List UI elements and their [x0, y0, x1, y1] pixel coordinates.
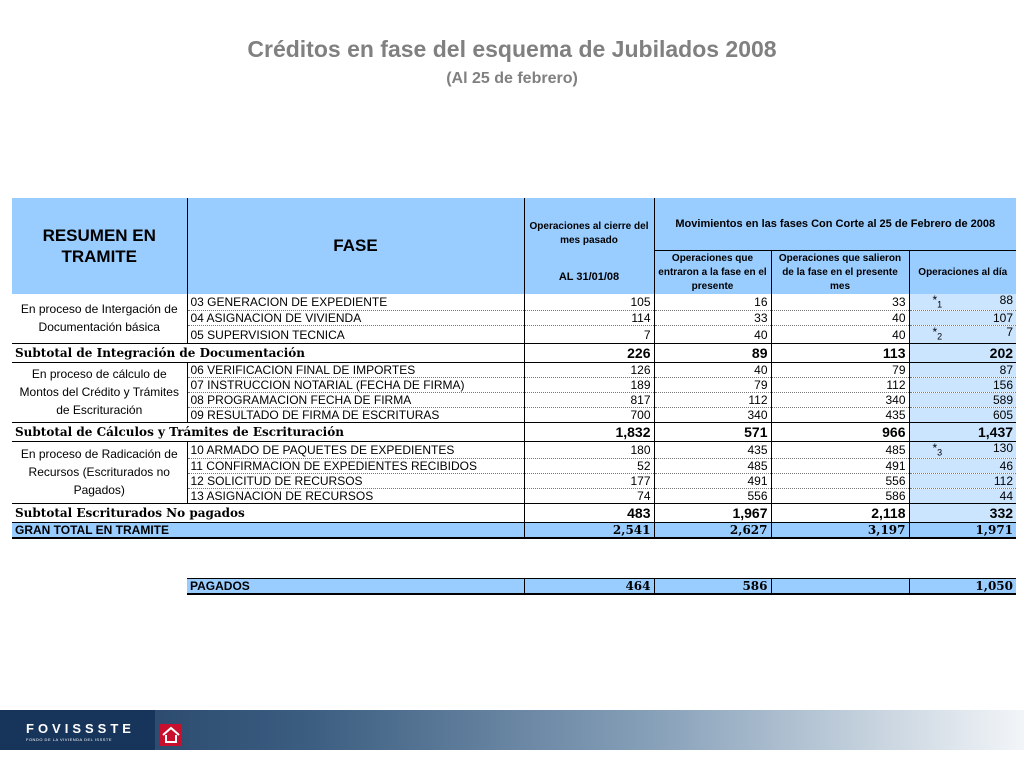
- ops-cierre-value: 126: [524, 362, 654, 377]
- grand-total-salieron: 3,197: [771, 523, 909, 539]
- subtotal-cierre: 226: [524, 343, 654, 362]
- subtotal-dia: 1,437: [909, 422, 1016, 441]
- grand-total-cierre: 2,541: [524, 523, 654, 539]
- subtotal-salieron: 113: [771, 343, 909, 362]
- dia-cell: [909, 489, 1016, 504]
- page-subtitle: (Al 25 de febrero): [446, 70, 578, 87]
- salieron-value: 33: [771, 294, 909, 311]
- fase-name: 11 CONFIRMACION DE EXPEDIENTES RECIBIDOS: [187, 459, 524, 474]
- fase-name: 08 PROGRAMACION FECHA DE FIRMA: [187, 392, 524, 407]
- dia-value: 156: [993, 377, 1014, 392]
- dia-value: 88: [999, 294, 1014, 307]
- entraron-value: 112: [654, 392, 771, 407]
- salieron-value: 79: [771, 362, 909, 377]
- dia-cell: [909, 362, 1016, 377]
- header-ops-cierre-date: AL 31/01/08: [558, 271, 620, 283]
- table-row: [12, 362, 1016, 377]
- pagados-dia: 1,050: [909, 579, 1016, 595]
- header-movimientos: Movimientos en las fases Con Corte al 25 de Febrero de 2008: [654, 198, 1016, 251]
- footer-bar: [0, 710, 1024, 750]
- subtotal-entraron: 571: [654, 422, 771, 441]
- header-resumen: RESUMEN EN TRAMITE: [12, 198, 187, 294]
- grand-total-entraron: 2,627: [654, 523, 771, 539]
- pagados-salieron: [771, 579, 909, 595]
- entraron-value: 16: [654, 294, 771, 311]
- header-fase: FASE: [187, 198, 524, 294]
- grand-total-dia: 1,971: [909, 523, 1016, 539]
- ops-cierre-value: 105: [524, 294, 654, 311]
- pagados-row: [187, 579, 1016, 595]
- ops-cierre-value: 180: [524, 441, 654, 458]
- subtotal-label: Subtotal Escriturados No pagados: [12, 504, 524, 523]
- dia-cell: [909, 294, 1016, 311]
- dia-value: 107: [993, 311, 1014, 326]
- ops-cierre-value: 817: [524, 392, 654, 407]
- group-label: En proceso de Intergación de Documentación básica: [12, 294, 187, 343]
- fase-name: 04 ASIGNACION DE VIVIENDA: [187, 311, 524, 326]
- dia-cell: [909, 459, 1016, 474]
- fase-name: 12 SOLICITUD DE RECURSOS: [187, 474, 524, 489]
- pagados-cierre: 464: [524, 579, 654, 595]
- group-label: En proceso de Radicación de Recursos (Escriturados no Pagados): [12, 441, 187, 503]
- fase-name: 06 VERIFICACION FINAL DE IMPORTES: [187, 362, 524, 377]
- salieron-value: 491: [771, 459, 909, 474]
- entraron-value: 556: [654, 489, 771, 504]
- ops-cierre-value: 700: [524, 407, 654, 422]
- dia-cell: [909, 407, 1016, 422]
- dia-cell: [909, 441, 1016, 458]
- ops-cierre-value: 114: [524, 311, 654, 326]
- fase-name: 05 SUPERVISION TECNICA: [187, 326, 524, 343]
- dia-value: 7: [1006, 325, 1014, 340]
- subtotal-salieron: 2,118: [771, 504, 909, 523]
- ops-cierre-value: 52: [524, 459, 654, 474]
- fase-name: 10 ARMADO DE PAQUETES DE EXPEDIENTES: [187, 441, 524, 458]
- fase-name: 09 RESULTADO DE FIRMA DE ESCRITURAS: [187, 407, 524, 422]
- subtotal-entraron: 89: [654, 343, 771, 362]
- entraron-value: 33: [654, 311, 771, 326]
- header-ops-cierre-label: Operaciones al cierre del mes pasado: [529, 221, 649, 246]
- footnote-mark-symbol: *: [932, 294, 938, 307]
- dia-cell: [909, 311, 1016, 326]
- header-ops-cierre: [524, 198, 654, 294]
- entraron-value: 485: [654, 459, 771, 474]
- subtotal-cierre: 1,832: [524, 422, 654, 441]
- ops-cierre-value: 177: [524, 474, 654, 489]
- dia-value: 44: [999, 489, 1014, 504]
- dia-value: 87: [999, 362, 1014, 377]
- footnote-mark: [933, 294, 943, 310]
- entraron-value: 340: [654, 407, 771, 422]
- group-label: En proceso de cálculo de Montos del Crédito y Trámites de Escrituración: [12, 362, 187, 422]
- subtotal-label: Subtotal de Integración de Documentación: [12, 343, 524, 362]
- dia-value: 112: [993, 474, 1014, 489]
- entraron-value: 40: [654, 362, 771, 377]
- summary-table: [12, 198, 1016, 539]
- subtotal-dia: 332: [909, 504, 1016, 523]
- subtotal-dia: 202: [909, 343, 1016, 362]
- header-salieron: Operaciones que salieron de la fase en el presente mes: [771, 251, 909, 295]
- entraron-value: 40: [654, 326, 771, 343]
- salieron-value: 40: [771, 311, 909, 326]
- salieron-value: 435: [771, 407, 909, 422]
- fase-name: 13 ASIGNACION DE RECURSOS: [187, 489, 524, 504]
- dia-cell: [909, 474, 1016, 489]
- footnote-mark: [933, 326, 943, 342]
- subtotal-row: [12, 504, 1016, 523]
- fase-name: 03 GENERACION DE EXPEDIENTE: [187, 294, 524, 311]
- footnote-mark-number: 2: [937, 331, 943, 342]
- salieron-value: 340: [771, 392, 909, 407]
- header-entraron: Operaciones que entraron a la fase en el presente: [654, 251, 771, 295]
- entraron-value: 491: [654, 474, 771, 489]
- subtotal-entraron: 1,967: [654, 504, 771, 523]
- page-title: Créditos en fase del esquema de Jubilados 2008: [247, 36, 777, 62]
- salieron-value: 556: [771, 474, 909, 489]
- subtotal-row: [12, 343, 1016, 362]
- footnote-mark: [933, 442, 943, 458]
- fase-name: 07 INSTRUCCION NOTARIAL (FECHA DE FIRMA): [187, 377, 524, 392]
- dia-value: 130: [993, 441, 1014, 455]
- grand-total-label: GRAN TOTAL EN TRAMITE: [12, 523, 524, 539]
- ops-cierre-value: 7: [524, 326, 654, 343]
- footnote-mark-symbol: *: [932, 441, 938, 455]
- salieron-value: 586: [771, 489, 909, 504]
- table-row: [12, 294, 1016, 311]
- salieron-value: 40: [771, 326, 909, 343]
- entraron-value: 435: [654, 441, 771, 458]
- footnote-mark-number: 3: [937, 447, 943, 458]
- dia-value: 46: [999, 459, 1014, 474]
- footnote-mark-symbol: *: [932, 325, 938, 340]
- subtotal-salieron: 966: [771, 422, 909, 441]
- ops-cierre-value: 74: [524, 489, 654, 504]
- ops-cierre-value: 189: [524, 377, 654, 392]
- dia-cell: [909, 392, 1016, 407]
- header-dia: Operaciones al día: [909, 251, 1016, 295]
- dia-cell: [909, 326, 1016, 343]
- subtotal-row: [12, 422, 1016, 441]
- salieron-value: 112: [771, 377, 909, 392]
- pagados-entraron: 586: [654, 579, 771, 595]
- footnote-mark-number: 1: [937, 299, 943, 310]
- dia-value: 605: [993, 407, 1014, 422]
- entraron-value: 79: [654, 377, 771, 392]
- house-logo-icon: [160, 724, 182, 746]
- footer-brand-box: [0, 710, 155, 750]
- subtotal-label: Subtotal de Cálculos y Trámites de Escrituración: [12, 422, 524, 441]
- table-row: [12, 441, 1016, 458]
- dia-cell: [909, 377, 1016, 392]
- grand-total-row: [12, 523, 1016, 539]
- brand-name: FOVISSSTE: [26, 721, 135, 736]
- dia-value: 589: [993, 392, 1014, 407]
- salieron-value: 485: [771, 441, 909, 458]
- brand-subtitle: FONDO DE LA VIVIENDA DEL ISSSTE: [26, 737, 113, 742]
- pagados-label: PAGADOS: [187, 579, 524, 595]
- subtotal-cierre: 483: [524, 504, 654, 523]
- pagados-table: [187, 578, 1016, 595]
